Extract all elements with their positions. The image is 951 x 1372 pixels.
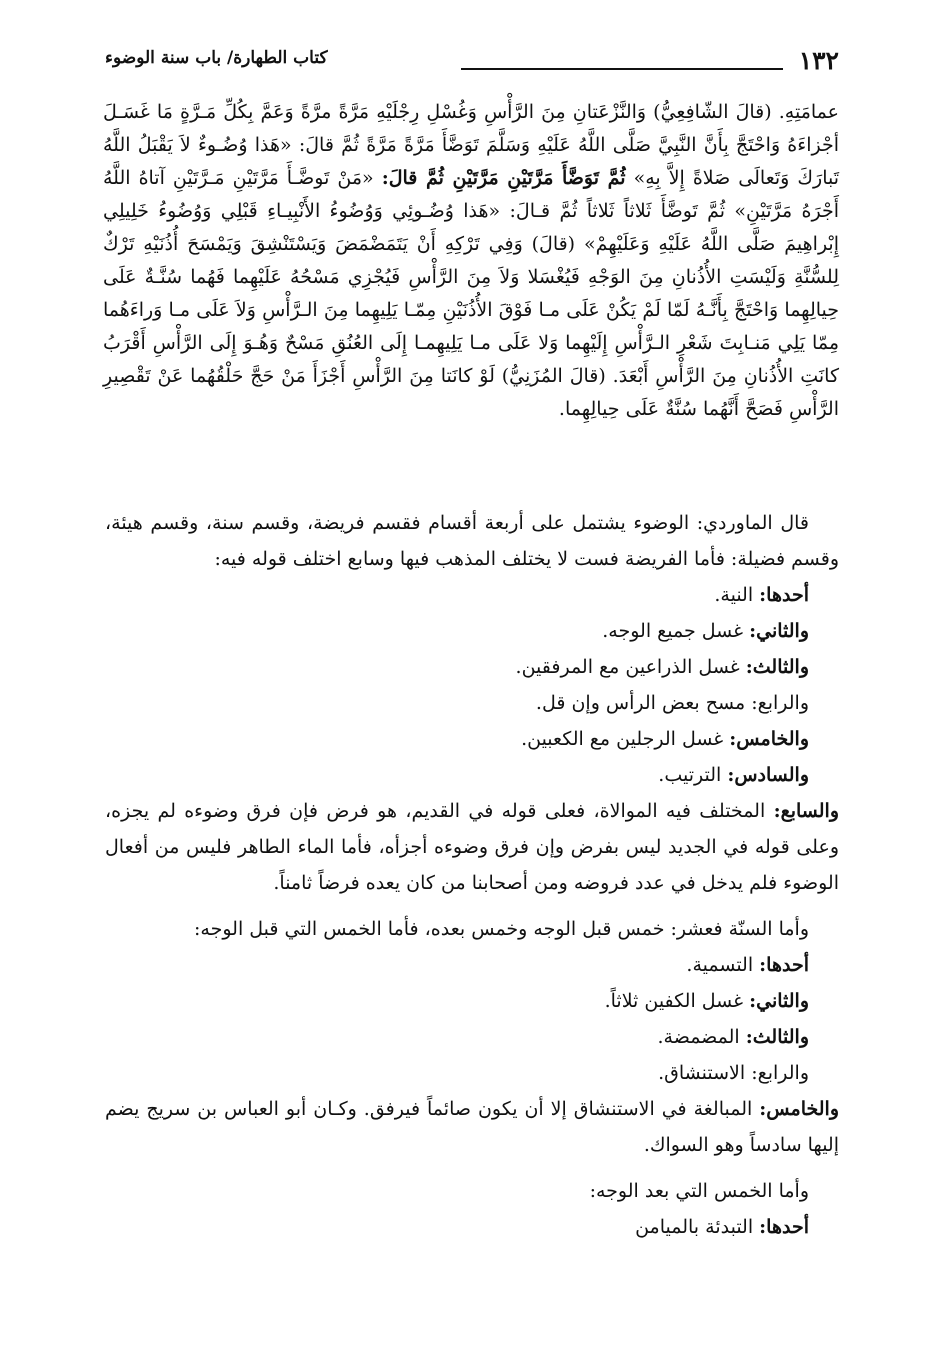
sunna-item: والثاني: غسل الكفين ثلاثاً. <box>604 990 809 1012</box>
fard-item: والثالث: غسل الذراعين مع المرفقين. <box>515 656 809 678</box>
sunna-item: والثالث: المضمضة. <box>657 1026 809 1048</box>
header-rule <box>461 68 783 70</box>
running-header <box>105 46 839 86</box>
commentary <box>105 505 839 1245</box>
fard-item: والرابع: مسح بعض الرأس وإن قل. <box>535 692 809 714</box>
commentary-intro: قال الماوردي: الوضوء يشتمل على أربعة أقسام فقسم فريضة، وقسم سنة، وقسم هيئة، وقسم فضيلة: فأما الفريضة فست لا يختلف المذهب فيها وسابع اختلف قوله فيه: <box>105 512 839 570</box>
matn-part-1: عمامَتِهِ. (قالَ الشّافِعِيُّ) وَالنَّزْعَتانِ مِنَ الرَّأْسِ وَغُسْلِ رِجْلَيْهِ مَرَّةً مرَّةً وَعَمَّ بِكُلِّ مَـرَّةٍ مَا غَسَـلَ أجْزاءَهُ وَاحْتَجَّ بِأَنَّ النَّبِيَّ صَلَّى اللَّهُ عَلَيْهِ وَسَلَّمَ تَوَضَّأَ مَرَّةً مَرَّةً ثُمَّ قالَ: «هَذا وُضُـوءٌ لاَ يَقْبَلُ اللَّهُ تَبارَكَ وَتَعالَى صَلاةً إِلاَّ بِهِ» <box>103 101 839 189</box>
after-face-item: أحدها: التبدئة بالميامن <box>635 1216 809 1238</box>
spacer <box>105 1163 839 1173</box>
page-number: ١٣٢ <box>798 46 839 75</box>
fard-item: والخامس: غسل الرجلين مع الكعبين. <box>521 728 809 750</box>
sunna-item: أحدها: التسمية. <box>686 954 809 976</box>
spacer <box>105 901 839 911</box>
fard-item: أحدها: النية. <box>714 584 809 606</box>
sunna-item: والرابع: الاستنشاق. <box>658 1062 809 1084</box>
matn-part-2: «مَنْ تَوضَّـأَ مَرَّتَيْنِ مَـرَّتَيْنِ آتاهُ اللَّهُ أَجْرَهُ مَرَّتَيْنِ» ثُمَّ تَوضَّأَ ثَلاثاً ثَلاثاً ثُمَّ قـالَ: «هَذا وُضُـوئِي وَوُضُوءُ الأَنْبِيـاءِ قَبْلِي وَوُضُوءُ خَلِيلِي إِبْراهِيمَ صَلَّى اللَّهُ عَلَيْهِ وَعَلَيْهِمْ» (قالَ) وَفِي تَرْكِهِ أَنْ يَتَمَضْمَضَ وَيَسْتَنْشِقَ وَيَمْسَحَ أُذُنَيْهِ تَرْكٌ لِلسُّنَّةِ وَلَيْسَتِ الأُذُنانِ مِنَ الوَجْهِ فَيُغْسَلا وَلاَ مِنَ الرَّأْسِ فَيُجْزِي مَسْحُهُ عَلَيْهِما فَهُما سُنَّـةٌ عَلَى حِيالِهِما وَاحْتَجَّ بِأَنَّـهُ لَمّا لَمْ يَكُنْ عَلَى مـا فَوْقَ الأُذُنَيْنِ مِمّـا يَلِيهِما مِنَ الـرَّأْسِ وَلاَ عَلَى مـا وَراءَهُما مِمّا يَلِي مَنـابِتَ شَعْرِ الـرَّأْسِ إِلَيْهِما وَلا عَلَى مـا يَلِيهِمـا إِلَى العُنُقِ مَسْحٌ وَهُـوَ إِلَى الرَّأْسِ أَقْرَبُ كانَتِ الأُذُنانِ مِنَ الرَّأْسِ أَبْعَدَ. (قالَ المُزَنِيُّ) لَوْ كانَتا مِنَ الرَّأْسِ أَجْزَأَ مَنْ حَجَّ حَلْقُهُما عَنْ تَقْصِيرِ الرَّأْسِ فَصَحَّ أَنَّهُما سُنَّةٌ عَلَى حِيالِهِما. <box>103 167 839 420</box>
matn-text <box>103 96 839 426</box>
matn-bold-phrase: ثُمَّ تَوَضَّأَ مَرَّتَيْنِ مَرَّتَيْنِ ثُمَّ قالَ: <box>381 167 626 189</box>
chapter-title: كتاب الطهارة/ باب سنة الوضوء <box>105 48 328 68</box>
seventh-fard: والسابع: المختلف فيه الموالاة، فعلى قوله في القديم، هو فرض فإن فرق وضوءه لم يجزه، وعلى قوله في الجديد ليس بفرض وإن فرق وضوءه أجزأه، فأما الماء الطاهر فليس من أفعال الوضوء فلم يدخل في عدد فروضه ومن أصحابنا من كان يعده فرضاً ثامناً. <box>105 800 839 894</box>
after-face-intro: وأما الخمس التي بعد الوجه: <box>589 1180 809 1202</box>
sunan-intro: وأما السنّة فعشر: خمس قبل الوجه وخمس بعده، فأما الخمس التي قبل الوجه: <box>194 918 809 940</box>
fard-item: والثاني: غسل جميع الوجه. <box>602 620 809 642</box>
fifth-sunna: والخامس: المبالغة في الاستنشاق إلا أن يكون صائماً فيرفق. وكـان أبو العباس بن سريج يضم إليها سادساً وهو السواك. <box>105 1098 839 1156</box>
fard-item: والسادس: الترتيب. <box>658 764 809 786</box>
